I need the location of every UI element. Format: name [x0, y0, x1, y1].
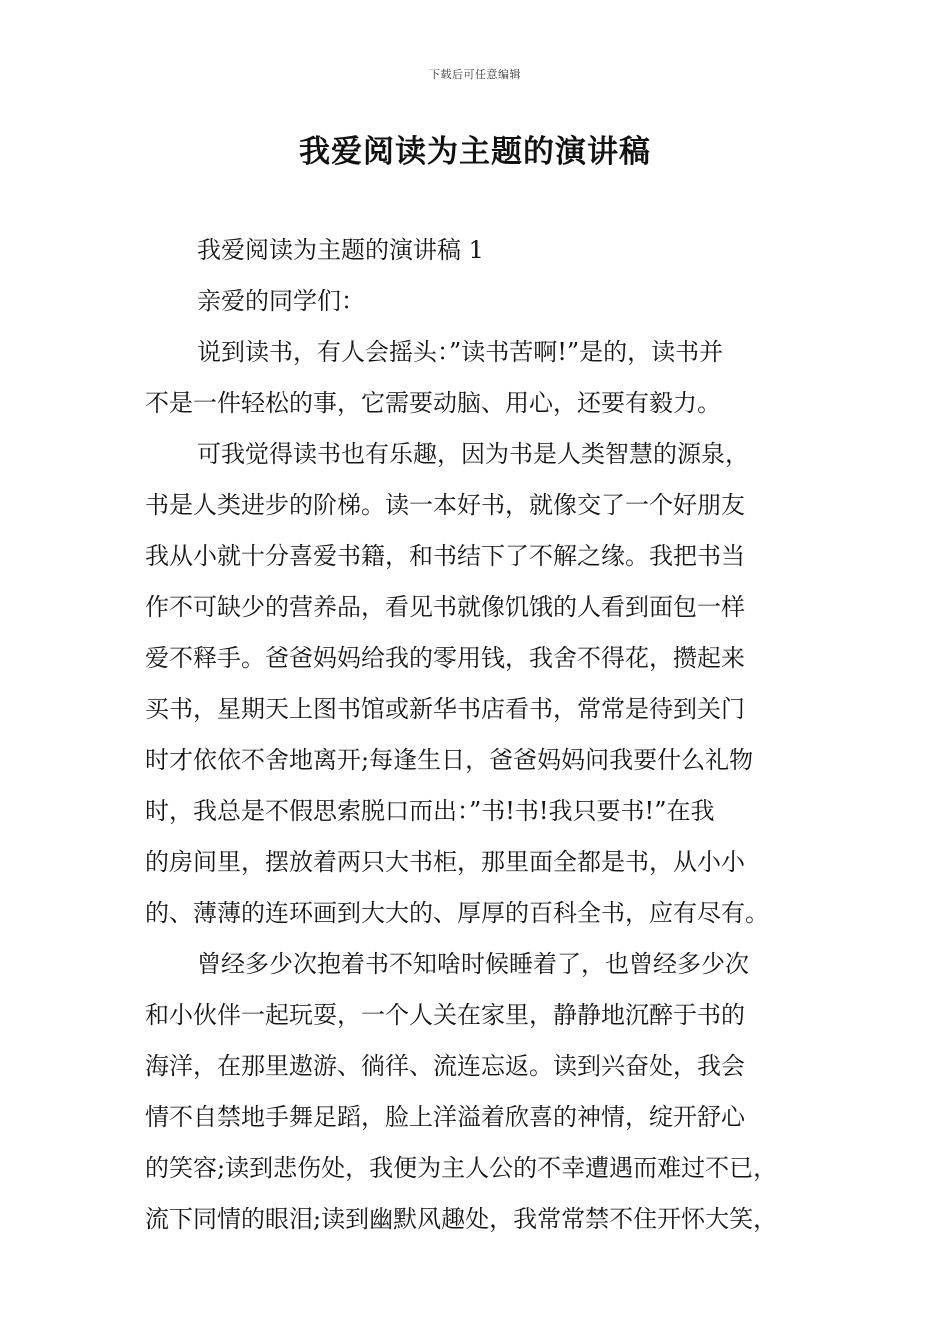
body-line: 海洋，在那里遨游、徜徉、流连忘返。读到兴奋处，我会 — [145, 1052, 745, 1080]
body-line: 情不自禁地手舞足蹈，脸上洋溢着欣喜的神情，绽开舒心 — [145, 1103, 745, 1131]
body-line: 爱不释手。爸爸妈妈给我的零用钱，我舍不得花，攒起来 — [145, 644, 745, 672]
body-line: 我爱阅读为主题的演讲稿 1 — [197, 236, 484, 264]
body-line: 流下同情的眼泪;读到幽默风趣处，我常常禁不住开怀大笑， — [145, 1205, 778, 1233]
document-title: 我爱阅读为主题的演讲稿 — [299, 134, 651, 170]
body-line: 的、薄薄的连环画到大大的、厚厚的百科全书，应有尽有。 — [145, 899, 769, 927]
body-line: 书是人类进步的阶梯。读一本好书，就像交了一个好朋友 — [145, 491, 745, 519]
body-line: 我从小就十分喜爱书籍，和书结下了不解之缘。我把书当 — [145, 542, 745, 570]
body-line: 曾经多少次抱着书不知啥时候睡着了，也曾经多少次 — [197, 950, 749, 978]
body-line: 说到读书，有人会摇头：”读书苦啊!”是的，读书并 — [197, 338, 724, 366]
body-line: 作不可缺少的营养品，看见书就像饥饿的人看到面包一样 — [145, 593, 745, 621]
body-line: 时，我总是不假思索脱口而出：”书!书!我只要书!”在我 — [145, 797, 715, 825]
body-line: 买书，星期天上图书馆或新华书店看书，常常是待到关门 — [145, 695, 745, 723]
body-line: 亲爱的同学们： — [197, 287, 365, 315]
body-line: 时才依依不舍地离开;每逢生日，爸爸妈妈问我要什么礼物 — [145, 746, 754, 774]
body-line: 的房间里，摆放着两只大书柜，那里面全都是书，从小小 — [145, 848, 745, 876]
body-line: 和小伙伴一起玩耍，一个人关在家里，静静地沉醉于书的 — [145, 1001, 745, 1029]
body-line: 的笑容;读到悲伤处，我便为主人公的不幸遭遇而难过不已， — [145, 1154, 778, 1182]
document-body — [145, 225, 813, 1245]
body-line: 可我觉得读书也有乐趣，因为书是人类智慧的源泉， — [197, 440, 749, 468]
header-note: 下载后可任意编辑 — [429, 68, 521, 81]
body-line: 不是一件轻松的事，它需要动脑、用心，还要有毅力。 — [145, 389, 721, 417]
